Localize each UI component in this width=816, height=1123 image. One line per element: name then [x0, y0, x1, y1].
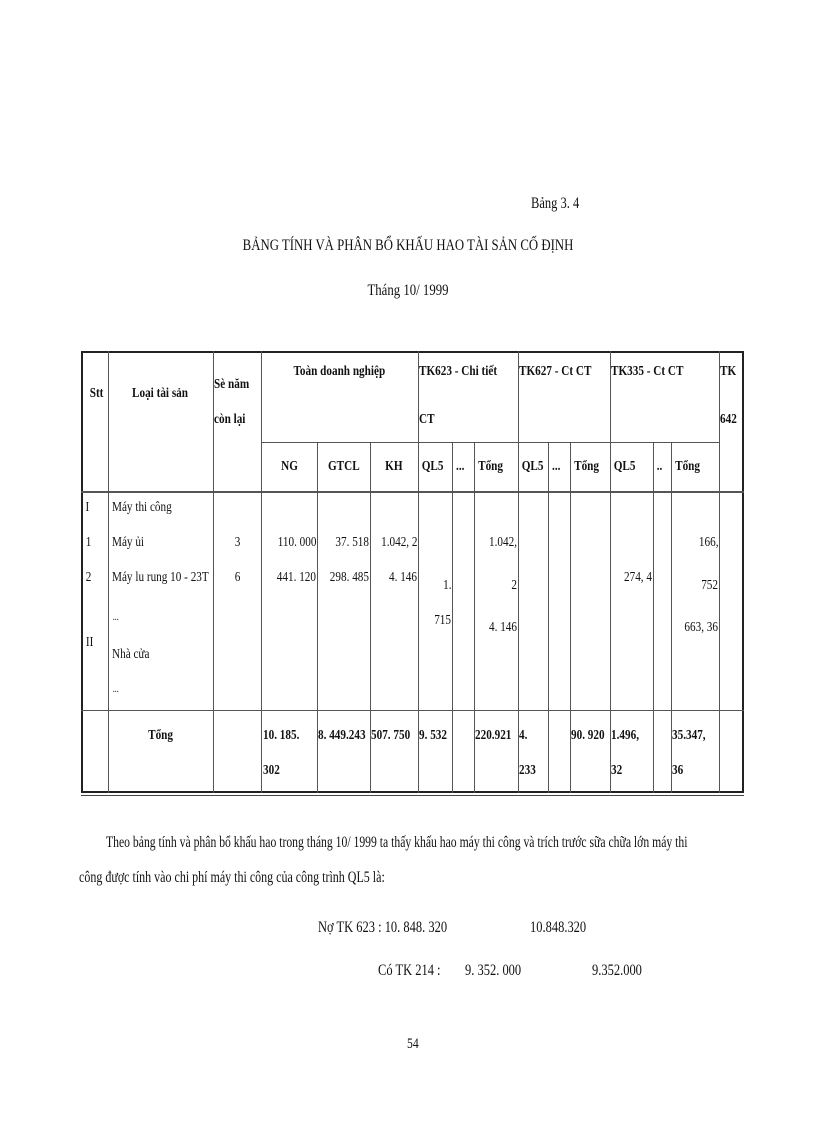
cell-tk335-total: 166,	[698, 535, 718, 550]
cell-tk623-total: 1.042,	[489, 535, 517, 550]
total-gtcl: 8. 449.243	[318, 728, 366, 743]
col-divider	[653, 442, 654, 793]
cell-gtcl: 37. 518	[335, 535, 369, 550]
total-tk335-total-2: 36	[672, 763, 684, 778]
cell-tk335-total: 663, 36	[684, 620, 718, 635]
cell-asset-type: Nhà cửa	[112, 647, 150, 662]
total-tk335-ql5: 1.496,	[611, 728, 639, 743]
cell-gtcl: 298. 485	[329, 570, 369, 585]
body-paragraph-line2: công được tính vào chi phí máy thi công của công trình QL5 là:	[79, 869, 385, 886]
total-tk335-ql5-2: 32	[611, 763, 623, 778]
header-tk642: TK	[720, 364, 737, 379]
cell-asset-type: ...	[112, 612, 119, 623]
cell-kh: 4. 146	[389, 570, 417, 585]
table-caption: Bảng 3. 4	[531, 195, 580, 212]
header-tk623-total: Tổng	[478, 459, 504, 474]
header-kh: KH	[385, 459, 403, 474]
header-tk627: TK627 - Ct CT	[519, 364, 592, 379]
cell-asset-type: Máy ủi	[112, 535, 145, 550]
header-tk627-total: Tổng	[574, 459, 600, 474]
cell-tk623-ql5: 1.	[442, 578, 451, 593]
cell-kh: 1.042, 2	[380, 535, 417, 550]
total-ng-2: 302	[263, 763, 280, 778]
header-tk335-ql5: QL5	[613, 459, 636, 474]
header-tk623: TK623 - Chi tiết	[419, 364, 498, 379]
page-number: 54	[407, 1036, 419, 1052]
debit-entry: Nợ TK 623 : 10. 848. 320	[318, 919, 448, 936]
total-tk627-ql5: 4.	[519, 728, 528, 743]
document-subtitle: Tháng 10/ 1999	[367, 282, 449, 299]
header-years-remaining-2: còn lại	[214, 412, 246, 427]
cell-ng: 110. 000	[277, 535, 316, 550]
header-whole-company: Toàn doanh nghiệp	[293, 364, 386, 379]
body-paragraph-line1: Theo bảng tính và phân bổ khấu hao trong tháng 10/ 1999 ta thấy khấu hao máy thi công và trích trước sữa chữa lớn máy thi	[106, 834, 688, 851]
total-tk627-total: 90. 920	[571, 728, 605, 743]
cell-asset-type: Máy lu rung 10 - 23T	[112, 570, 209, 585]
header-stt: Stt	[89, 386, 104, 401]
cell-tk623-total: 4. 146	[489, 620, 517, 635]
credit-value: 9.352.000	[592, 962, 642, 979]
cell-stt: 2	[85, 570, 92, 585]
cell-tk335-total: 752	[701, 578, 718, 593]
credit-entry-label: Có TK 214 :	[378, 962, 441, 979]
row-divider	[81, 710, 744, 711]
total-tk623-ql5: 9. 532	[419, 728, 447, 743]
header-asset-type: Loại tài sản	[132, 386, 189, 401]
cell-stt: I	[85, 500, 90, 515]
debit-value: 10.848.320	[530, 919, 587, 936]
table-bottom-double-line	[81, 795, 744, 796]
header-tk623-2: CT	[419, 412, 435, 427]
cell-years: 6	[234, 570, 240, 585]
total-tk335-total: 35.347,	[672, 728, 706, 743]
header-tk335-dots: ..	[656, 459, 663, 474]
cell-tk623-ql5: 715	[434, 613, 451, 628]
total-kh: 507. 750	[371, 728, 411, 743]
header-years-remaining: Sè năm	[214, 377, 250, 392]
cell-stt: II	[85, 635, 94, 650]
total-tk623-total: 220.921	[475, 728, 512, 743]
document-title: BẢNG TÍNH VÀ PHÂN BỔ KHẤU HAO TÀI SẢN CỐ ĐỊNH	[242, 237, 574, 254]
col-divider	[548, 442, 549, 793]
cell-stt: 1	[85, 535, 92, 550]
header-tk623-ql5: QL5	[421, 459, 444, 474]
cell-tk623-total: 2	[511, 578, 517, 593]
header-ng: NG	[280, 459, 298, 474]
row-divider	[261, 442, 719, 443]
header-tk642-2: 642	[720, 412, 737, 427]
header-tk623-dots: ...	[456, 459, 465, 474]
credit-entry-amount: 9. 352. 000	[465, 962, 522, 979]
header-tk335: TK335 - Ct CT	[611, 364, 684, 379]
cell-years: 3	[234, 535, 240, 550]
total-label: Tổng	[148, 728, 173, 743]
total-ng: 10. 185.	[263, 728, 300, 743]
cell-asset-type: Máy thi công	[112, 500, 172, 515]
cell-ng: 441. 120	[276, 570, 316, 585]
total-tk627-ql5-2: 233	[519, 763, 536, 778]
header-tk335-total: Tổng	[675, 459, 701, 474]
cell-tk335-ql5: 274, 4	[624, 570, 652, 585]
cell-asset-type: ...	[112, 684, 119, 695]
header-gtcl: GTCL	[327, 459, 360, 474]
header-tk627-dots: ...	[552, 459, 561, 474]
header-tk627-ql5: QL5	[521, 459, 544, 474]
